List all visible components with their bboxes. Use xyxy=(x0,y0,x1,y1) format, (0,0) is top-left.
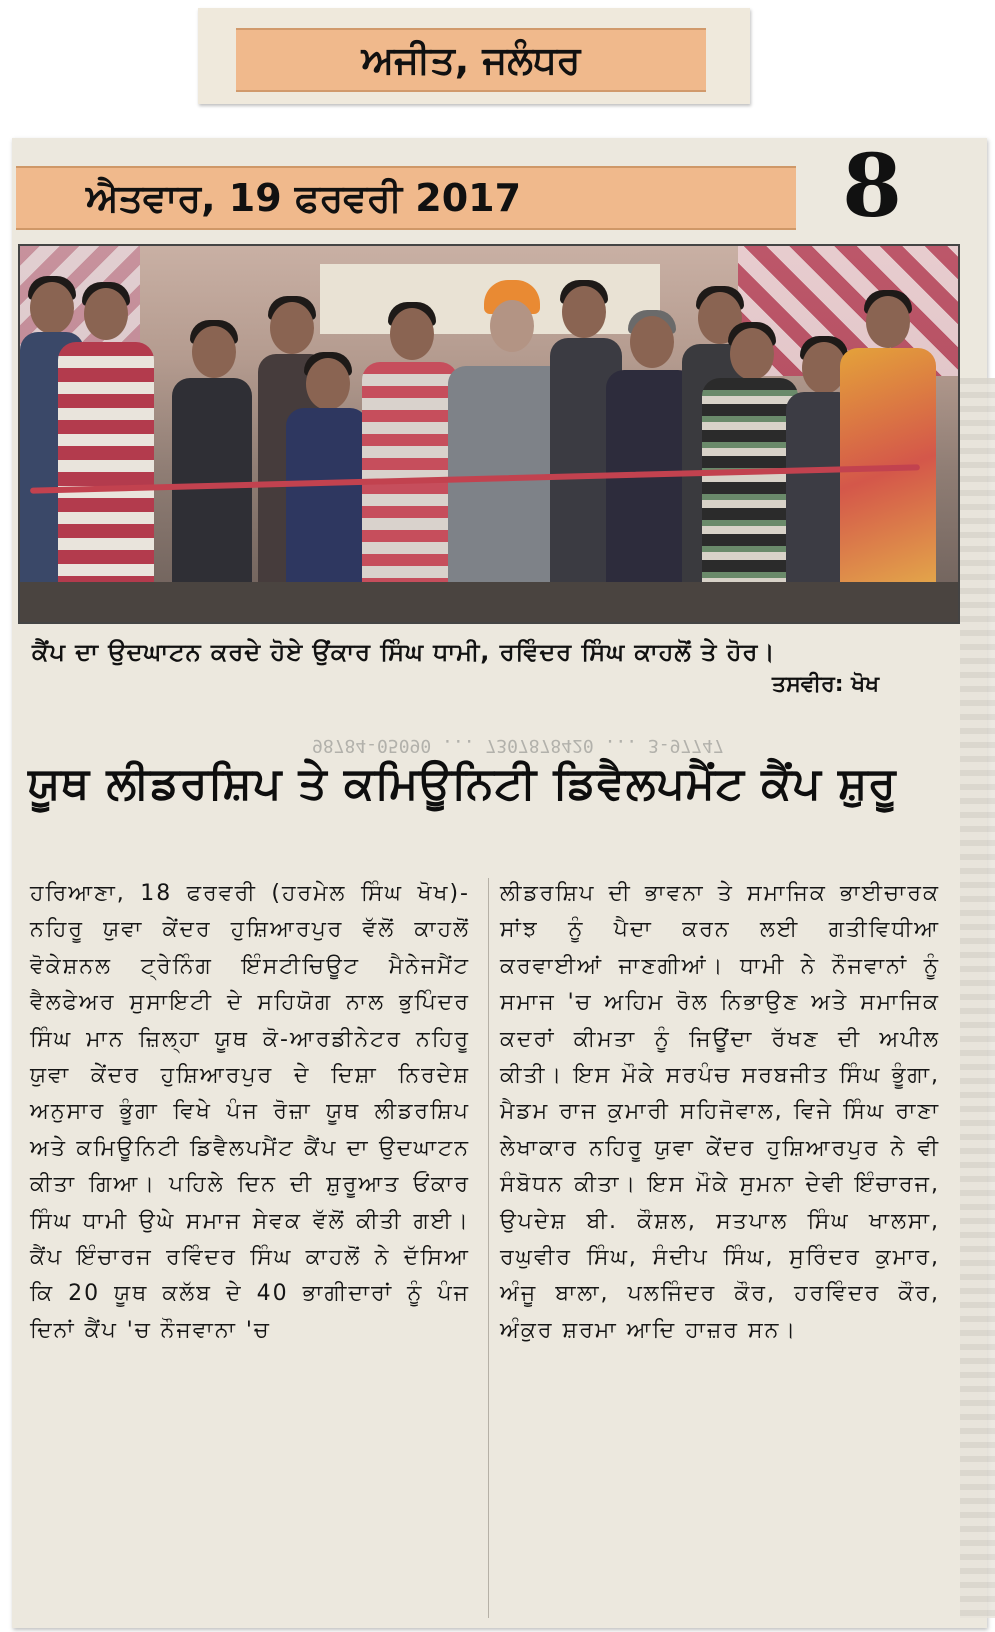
newspaper-name: ਅਜੀਤ, ਜਲੰਧਰ xyxy=(236,28,706,92)
article-column-left: ਹਰਿਆਣਾ, 18 ਫਰਵਰੀ (ਹਰਮੇਲ ਸਿੰਘ ਖੋਖ)- ਨਹਿਰੂ ਯੁਵਾ ਕੇਂਦਰ ਹੁਸ਼ਿਆਰਪੁਰ ਵੱਲੋਂ ਕਾਹਲੋਂ ਵੋਕੇਸ਼ਨਲ ਟ੍ਰੇਨਿੰਗ ਇੰਸਟੀਚਿਊਟ ਮੈਨੇਜਮੈਂਟ ਵੈਲਫੇਅਰ ਸੁਸਾਇਟੀ ਦੇ ਸਹਿਯੋਗ ਨਾਲ ਭੁਪਿੰਦਰ ਸਿੰਘ ਮਾਨ ਜ਼ਿਲ੍ਹਾ ਯੂਥ ਕੋ-ਆਰਡੀਨੇਟਰ ਨਹਿਰੂ ਯੁਵਾ ਕੇਂਦਰ ਹੁਸ਼ਿਆਰਪੁਰ ਦੇ ਦਿਸ਼ਾ ਨਿਰਦੇਸ਼ ਅਨੁਸਾਰ ਭੂੰਗਾ ਵਿਖੇ ਪੰਜ ਰੋਜ਼ਾ ਯੂਥ ਲੀਡਰਸ਼ਿਪ ਅਤੇ ਕਮਿਊਨਿਟੀ ਡਿਵੈਲਪਮੈਂਟ ਕੈਂਪ ਦਾ ਉਦਘਾਟਨ ਕੀਤਾ ਗਿਆ। ਪਹਿਲੇ ਦਿਨ ਦੀ ਸ਼ੁਰੂਆਤ ਓਂਕਾਰ ਸਿੰਘ ਧਾਮੀ ਉਘੇ ਸਮਾਜ ਸੇਵਕ ਵੱਲੋਂ ਕੀਤੀ ਗਈ। ਕੈਂਪ ਇੰਚਾਰਜ ਰਵਿੰਦਰ ਸਿੰਘ ਕਾਹਲੋਂ ਨੇ ਦੱਸਿਆ ਕਿ 20 ਯੂਥ ਕਲੱਬ ਦੇ 40 ਭਾਗੀਦਾਰਾਂ ਨੂੰ ਪੰਜ ਦਿਨਾਂ ਕੈਂਪ 'ਚ ਨੌਜਵਾਨਾ 'ਚ xyxy=(30,881,470,1343)
page-number: 8 xyxy=(842,135,902,237)
news-photo xyxy=(18,244,960,624)
adjacent-page-edge xyxy=(960,378,995,1618)
floor xyxy=(20,582,958,622)
photo-caption: ਕੈਂਪ ਦਾ ਉਦਘਾਟਨ ਕਰਦੇ ਹੋਏ ਉਂਕਾਰ ਸਿੰਘ ਧਾਮੀ, ਰਵਿੰਦਰ ਸਿੰਘ ਕਾਹਲੋਂ ਤੇ ਹੋਰ। xyxy=(32,638,776,666)
column-divider xyxy=(488,878,489,1618)
photo-credit: ਤਸਵੀਰ: ਖੋਖ xyxy=(772,672,880,697)
bleed-through-text: 98784-05090 ... 7307878420 ... 3-97747 xyxy=(312,735,724,756)
dateline: ਐਤਵਾਰ, 19 ਫਰਵਰੀ 2017 xyxy=(16,166,796,230)
masthead-clipping xyxy=(198,8,750,104)
article-clipping xyxy=(12,135,987,1628)
article-headline: ਯੂਥ ਲੀਡਰਸ਼ਿਪ ਤੇ ਕਮਿਊਨਿਟੀ ਡਿਵੈਲਪਮੈਂਟ ਕੈਂਪ ਸ਼ੁਰੂ xyxy=(28,758,897,809)
article-column-right: ਲੀਡਰਸ਼ਿਪ ਦੀ ਭਾਵਨਾ ਤੇ ਸਮਾਜਿਕ ਭਾਈਚਾਰਕ ਸਾਂਝ ਨੂੰ ਪੈਦਾ ਕਰਨ ਲਈ ਗਤੀਵਿਧੀਆ ਕਰਵਾਈਆਂ ਜਾਣਗੀਆਂ। ਧਾਮੀ ਨੇ ਨੌਜਵਾਨਾਂ ਨੂੰ ਸਮਾਜ 'ਚ ਅਹਿਮ ਰੋਲ ਨਿਭਾਉਣ ਅਤੇ ਸਮਾਜਿਕ ਕਦਰਾਂ ਕੀਮਤਾ ਨੂੰ ਜਿਊਂਦਾ ਰੱਖਣ ਦੀ ਅਪੀਲ ਕੀਤੀ। ਇਸ ਮੌਕੇ ਸਰਪੰਚ ਸਰਬਜੀਤ ਸਿੰਘ ਭੂੰਗਾ, ਮੈਡਮ ਰਾਜ ਕੁਮਾਰੀ ਸਹਿਜੋਵਾਲ, ਵਿਜੇ ਸਿੰਘ ਰਾਣਾ ਲੇਖਾਕਾਰ ਨਹਿਰੂ ਯੁਵਾ ਕੇਂਦਰ ਹੁਸ਼ਿਆਰਪੁਰ ਨੇ ਵੀ ਸੰਬੋਧਨ ਕੀਤਾ। ਇਸ ਮੌਕੇ ਸੁਮਨਾ ਦੇਵੀ ਇੰਚਾਰਜ, ਉਪਦੇਸ਼ ਬੀ. ਕੌਸ਼ਲ, ਸਤਪਾਲ ਸਿੰਘ ਖਾਲਸਾ, ਰਘੁਵੀਰ ਸਿੰਘ, ਸੰਦੀਪ ਸਿੰਘ, ਸੁਰਿੰਦਰ ਕੁਮਾਰ, ਅੰਜੂ ਬਾਲਾ, ਪਲਜਿੰਦਰ ਕੌਰ, ਹਰਵਿੰਦਰ ਕੌਰ, ਅੰਕੁਰ ਸ਼ਰਮਾ ਆਦਿ ਹਾਜ਼ਰ ਸਨ। xyxy=(500,881,940,1343)
